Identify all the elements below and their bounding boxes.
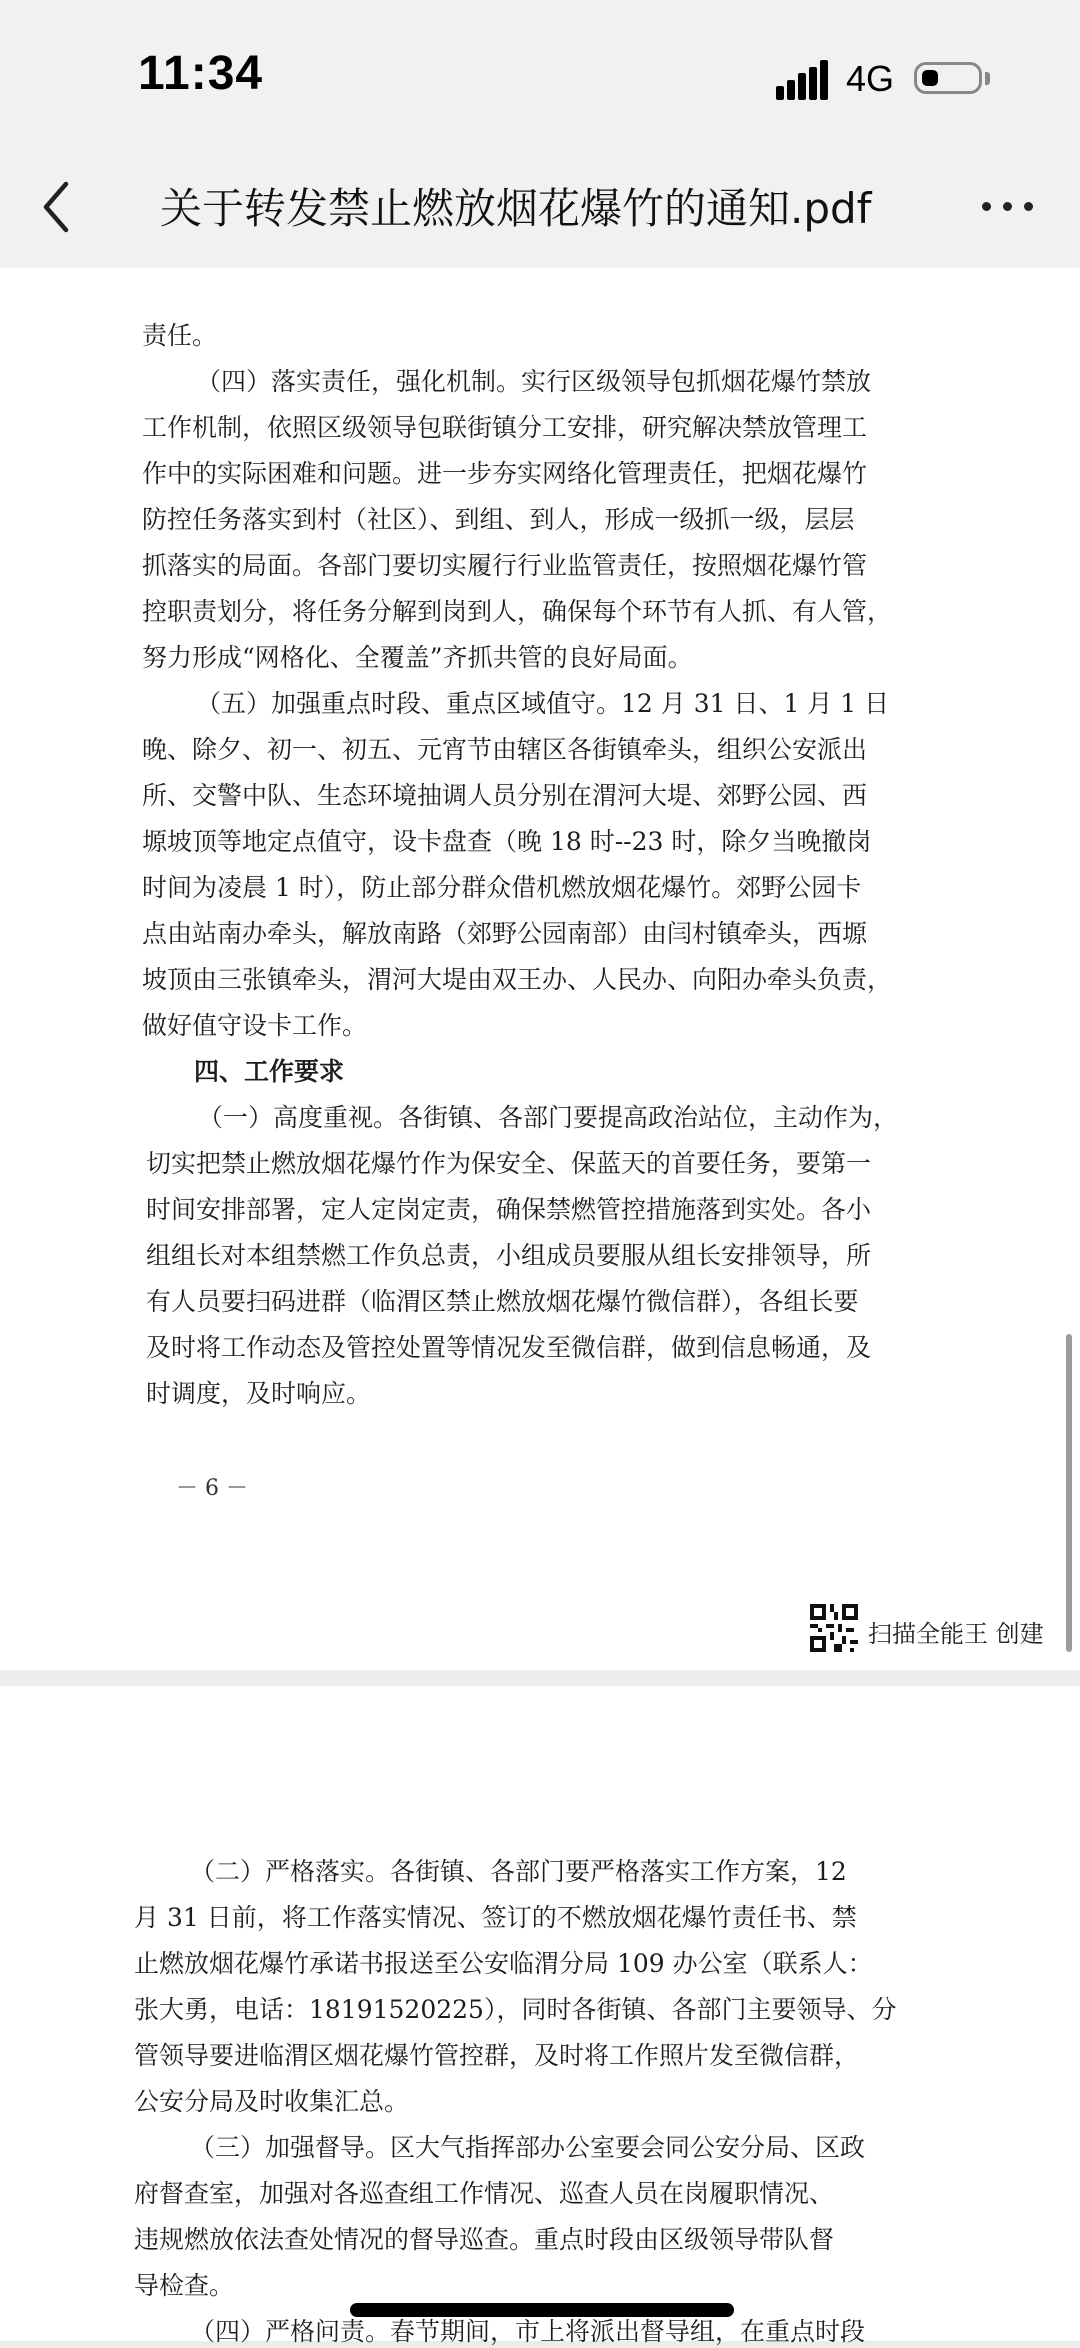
text-line: 防控任务落实到村（社区）、到组、到人，形成一级抓一级，层层 bbox=[142, 505, 855, 534]
pdf-page-6 bbox=[0, 268, 1080, 1670]
text-line: 张大勇，电话：18191520225），同时各街镇、各部门主要领导、分 bbox=[134, 1995, 897, 2024]
text-line: 做好值守设卡工作。 bbox=[142, 1011, 368, 1040]
text-line: （四）落实责任，强化机制。实行区级领导包抓烟花爆竹禁放 bbox=[196, 367, 872, 396]
text-line: 有人员要扫码进群（临渭区禁止燃放烟花爆竹微信群），各组长要 bbox=[146, 1287, 859, 1316]
more-options-button[interactable] bbox=[978, 188, 1038, 224]
network-type: 4G bbox=[846, 58, 895, 99]
text-line: （三）加强督导。区大气指挥部办公室要会同公安分局、区政 bbox=[190, 2133, 866, 2162]
text-line: 抓落实的局面。各部门要切实履行行业监管责任，按照烟花爆竹管 bbox=[142, 551, 868, 580]
text-line: 时调度，及时响应。 bbox=[146, 1379, 372, 1408]
battery-icon bbox=[914, 62, 982, 94]
text-line: （五）加强重点时段、重点区域值守。12 月 31 日、1 月 1 日 bbox=[196, 689, 890, 718]
status-time: 11:34 bbox=[138, 47, 264, 100]
text-line: 努力形成“网格化、全覆盖”齐抓共管的良好局面。 bbox=[142, 643, 693, 672]
back-button[interactable] bbox=[36, 172, 86, 242]
text-line: 作中的实际困难和问题。进一步夯实网络化管理责任，把烟花爆竹 bbox=[142, 459, 868, 488]
scrollbar[interactable] bbox=[1066, 1334, 1072, 1652]
signal-icon bbox=[776, 60, 832, 100]
home-indicator[interactable] bbox=[350, 2303, 734, 2317]
text-line: （四）严格问责。春节期间，市上将派出督导组，在重点时段 bbox=[190, 2317, 866, 2346]
text-line: 公安分局及时收集汇总。 bbox=[134, 2087, 410, 2116]
text-line: 点由站南办牵头，解放南路（郊野公园南部）由闫村镇牵头，西塬 bbox=[142, 919, 868, 948]
text-line: 府督查室，加强对各巡查组工作情况、巡查人员在岗履职情况、 bbox=[134, 2179, 835, 2208]
text-line: 管领导要进临渭区烟花爆竹管控群，及时将工作照片发至微信群， bbox=[134, 2041, 860, 2070]
text-line: 工作机制，依照区级领导包联街镇分工安排，研究解决禁放管理工 bbox=[142, 413, 868, 442]
text-line: 所、交警中队、生态环境抽调人员分别在渭河大堤、郊野公园、西 bbox=[142, 781, 868, 810]
text-line: 切实把禁止燃放烟花爆竹作为保安全、保蓝天的首要任务，要第一 bbox=[146, 1149, 872, 1178]
text-line: （二）严格落实。各街镇、各部门要严格落实工作方案，12 bbox=[190, 1857, 847, 1886]
text-line: 坡顶由三张镇牵头，渭河大堤由双王办、人民办、向阳办牵头负责， bbox=[142, 965, 893, 994]
text-line: 及时将工作动态及管控处置等情况发至微信群，做到信息畅通，及 bbox=[146, 1333, 872, 1362]
qr-code-icon bbox=[810, 1604, 858, 1652]
watermark-text: 扫描全能王 创建 bbox=[868, 1620, 1044, 1648]
text-line: 违规燃放依法查处情况的督导巡查。重点时段由区级领导带队督 bbox=[134, 2225, 835, 2254]
text-line: （一）高度重视。各街镇、各部门要提高政治站位，主动作为， bbox=[198, 1103, 899, 1132]
page-number: － 6 － bbox=[176, 1476, 248, 1501]
chevron-left-icon bbox=[36, 172, 86, 242]
text-line: 晚、除夕、初一、初五、元宵节由辖区各街镇牵头，组织公安派出 bbox=[142, 735, 868, 764]
text-line: 控职责划分，将任务分解到岗到人，确保每个环节有人抓、有人管， bbox=[142, 597, 893, 626]
section-heading: 四、工作要求 bbox=[194, 1057, 345, 1086]
text-line: 时间安排部署，定人定岗定责，确保禁燃管控措施落到实处。各小 bbox=[146, 1195, 872, 1224]
text-line: 组组长对本组禁燃工作负总责，小组成员要服从组长安排领导，所 bbox=[146, 1241, 872, 1270]
text-line: 月 31 日前，将工作落实情况、签订的不燃放烟花爆竹责任书、禁 bbox=[134, 1903, 857, 1932]
text-line: 导检查。 bbox=[134, 2271, 235, 2300]
battery-tip bbox=[985, 72, 990, 85]
text-line: 责任。 bbox=[142, 321, 218, 350]
pdf-page-7 bbox=[0, 1686, 1080, 2346]
text-line: 时间为凌晨 1 时），防止部分群众借机燃放烟花爆竹。郊野公园卡 bbox=[142, 873, 862, 902]
text-line: 止燃放烟花爆竹承诺书报送至公安临渭分局 109 办公室（联系人： bbox=[134, 1949, 873, 1978]
text-line: 塬坡顶等地定点值守，设卡盘查（晚 18 时--23 时，除夕当晚撤岗 bbox=[142, 827, 872, 856]
document-title: 关于转发禁止燃放烟花爆竹的通知.pdf bbox=[160, 184, 872, 233]
app-header bbox=[0, 0, 1080, 268]
